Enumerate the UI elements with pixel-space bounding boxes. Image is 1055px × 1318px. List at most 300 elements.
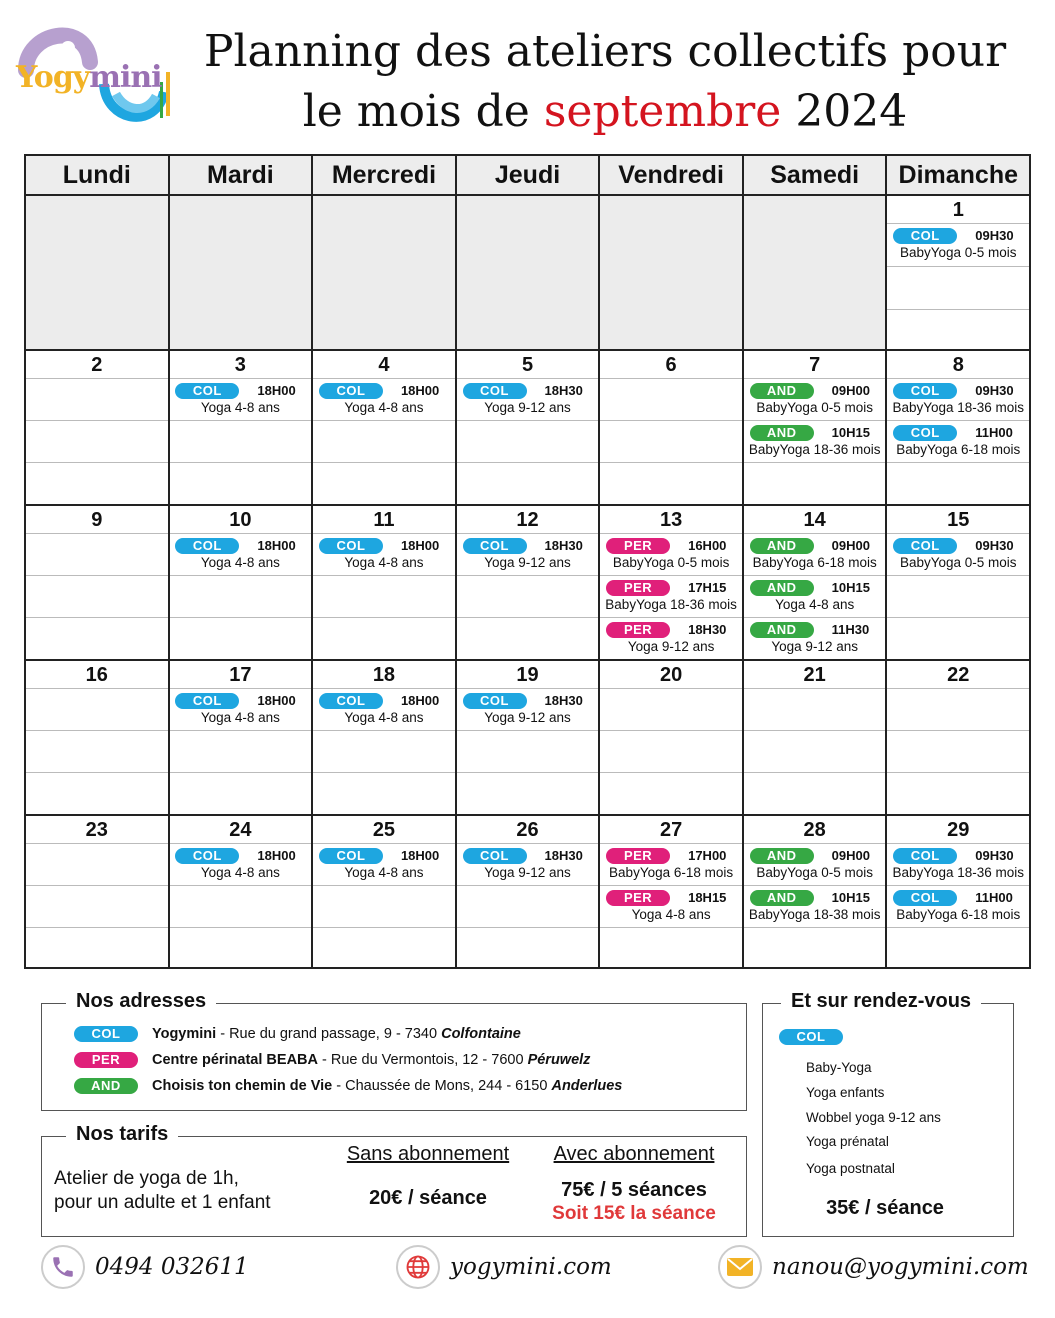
day-number: 22 <box>887 661 1029 689</box>
event-time: 10H15 <box>831 425 870 440</box>
day-number: 26 <box>457 816 599 844</box>
location-tag-col: COL <box>319 538 383 554</box>
globe-icon <box>396 1245 440 1289</box>
time-slot <box>26 618 168 660</box>
event-time: 18H30 <box>544 383 583 398</box>
contact-email[interactable] <box>718 1245 1029 1289</box>
calendar-day-13 <box>600 506 744 659</box>
workshop-event <box>600 576 742 618</box>
rdv-item: Wobbel yoga 9-12 ans <box>806 1110 941 1125</box>
day-number: 8 <box>887 351 1029 379</box>
addresses-box <box>41 990 747 1111</box>
day-number: 5 <box>457 351 599 379</box>
time-slot <box>313 928 455 970</box>
time-slot <box>744 773 886 815</box>
calendar-day-10 <box>170 506 314 659</box>
logo-wordmark: Yogymini <box>16 60 162 95</box>
location-tag-per: PER <box>606 890 670 906</box>
location-tag-col: COL <box>893 425 957 441</box>
calendar-day-2 <box>26 351 170 504</box>
day-number: 16 <box>26 661 168 689</box>
event-label: Yoga 4-8 ans <box>200 710 280 725</box>
calendar-day-11 <box>313 506 457 659</box>
rdv-item: Baby-Yoga <box>806 1060 872 1075</box>
location-tag-col: COL <box>175 383 239 399</box>
calendar-day-14 <box>744 506 888 659</box>
workshop-event <box>313 689 455 731</box>
workshop-event <box>313 379 455 421</box>
event-time: 11H30 <box>831 622 870 637</box>
time-slot <box>26 576 168 618</box>
location-tag-and: AND <box>750 538 814 554</box>
event-label: BabyYoga 6-18 mois <box>896 907 1021 922</box>
calendar-empty-cell <box>313 196 457 349</box>
calendar-day-25 <box>313 816 457 967</box>
location-tag-per: PER <box>606 622 670 638</box>
calendar-day-28 <box>744 816 888 967</box>
time-slot <box>457 773 599 815</box>
rdv-item: Yoga enfants <box>806 1085 885 1100</box>
calendar-day-19 <box>457 661 601 814</box>
calendar-day-5 <box>457 351 601 504</box>
address-tag: PER <box>74 1052 138 1068</box>
event-label: Yoga 4-8 ans <box>775 597 855 612</box>
event-label: BabyYoga 0-5 mois <box>612 555 730 570</box>
address-street: - Rue du grand passage, 9 - 7340 <box>216 1026 442 1042</box>
day-number: 9 <box>26 506 168 534</box>
event-time: 10H15 <box>831 890 870 905</box>
event-label: BabyYoga 0-5 mois <box>899 245 1017 260</box>
time-slot <box>457 421 599 463</box>
calendar-day-23 <box>26 816 170 967</box>
calendar-day-29 <box>887 816 1029 967</box>
tarif-col1-heading: Sans abonnement <box>346 1143 510 1165</box>
workshop-event <box>457 379 599 421</box>
time-slot <box>887 267 1029 310</box>
event-label: BabyYoga 18-36 mois <box>892 865 1025 880</box>
website-text: yogymini.com <box>450 1254 612 1280</box>
time-slot <box>170 421 312 463</box>
event-label: Yoga 9-12 ans <box>484 400 571 415</box>
time-slot <box>600 773 742 815</box>
workshop-event <box>887 886 1029 928</box>
weekday-header-jeudi: Jeudi <box>457 156 601 194</box>
rdv-tag-pill: COL <box>779 1029 843 1045</box>
event-label: BabyYoga 6-18 mois <box>752 555 877 570</box>
location-tag-col: COL <box>175 848 239 864</box>
event-time: 18H00 <box>257 693 296 708</box>
time-slot <box>744 928 886 970</box>
workshop-event <box>600 618 742 660</box>
weekday-header-vendredi: Vendredi <box>600 156 744 194</box>
workshop-event <box>313 844 455 886</box>
time-slot <box>313 886 455 928</box>
time-slot <box>26 844 168 886</box>
workshop-event <box>744 576 886 618</box>
tarif-col2-price: 75€ / 5 séances <box>561 1179 707 1201</box>
time-slot <box>457 886 599 928</box>
day-number: 7 <box>744 351 886 379</box>
event-label: BabyYoga 0-5 mois <box>756 400 873 415</box>
event-time: 11H00 <box>975 425 1013 440</box>
calendar-day-24 <box>170 816 314 967</box>
time-slot <box>26 928 168 970</box>
calendar-day-9 <box>26 506 170 659</box>
calendar-empty-cell <box>457 196 601 349</box>
location-tag-and: AND <box>750 383 814 399</box>
workshop-event <box>887 421 1029 463</box>
time-slot <box>600 463 742 505</box>
tarifs-description <box>54 1167 271 1215</box>
event-label: Yoga 4-8 ans <box>200 865 280 880</box>
address-city: Péruwelz <box>527 1052 591 1068</box>
time-slot <box>26 689 168 731</box>
time-slot <box>313 731 455 773</box>
day-number: 27 <box>600 816 742 844</box>
calendar-week-row <box>26 196 1029 351</box>
workshop-event <box>600 844 742 886</box>
address-city: Anderlues <box>551 1078 623 1094</box>
location-tag-col: COL <box>175 693 239 709</box>
time-slot <box>600 421 742 463</box>
calendar-day-16 <box>26 661 170 814</box>
weekday-header-row <box>26 156 1029 196</box>
location-tag-and: AND <box>750 890 814 906</box>
address-name: Choisis ton chemin de Vie <box>152 1078 333 1094</box>
event-label: Yoga 9-12 ans <box>484 555 571 570</box>
day-number: 11 <box>313 506 455 534</box>
workshop-event <box>744 421 886 463</box>
day-number: 1 <box>887 196 1029 224</box>
workshop-event <box>170 689 312 731</box>
tarifs-desc-line-2: pour un adulte et 1 enfant <box>54 1192 271 1213</box>
location-tag-col: COL <box>463 693 527 709</box>
address-street: - Rue du Vermontois, 12 - 7600 <box>317 1052 528 1068</box>
event-label: BabyYoga 18-36 mois <box>892 400 1025 415</box>
addresses-title: Nos adresses <box>66 990 216 1013</box>
calendar-day-15 <box>887 506 1029 659</box>
title-line-1: Planning des ateliers collectifs pour <box>203 26 1007 77</box>
event-label: BabyYoga 6-18 mois <box>609 865 734 880</box>
calendar-week-row <box>26 661 1029 816</box>
time-slot <box>600 731 742 773</box>
time-slot <box>744 689 886 731</box>
event-time: 09H00 <box>831 848 870 863</box>
calendar-week-row <box>26 351 1029 506</box>
event-time: 17H15 <box>688 580 727 595</box>
event-label: BabyYoga 0-5 mois <box>899 555 1017 570</box>
event-time: 09H00 <box>831 383 870 398</box>
time-slot <box>887 463 1029 505</box>
event-label: Yoga 4-8 ans <box>344 400 424 415</box>
day-number: 25 <box>313 816 455 844</box>
time-slot <box>887 576 1029 618</box>
event-label: Yoga 9-12 ans <box>484 865 571 880</box>
rdv-box <box>762 990 1014 1237</box>
rdv-item: Yoga postnatal <box>806 1161 895 1176</box>
address-tag: COL <box>74 1026 138 1042</box>
event-time: 18H00 <box>400 383 440 398</box>
address-street: - Chaussée de Mons, 244 - 6150 <box>332 1078 552 1094</box>
weekday-header-lundi: Lundi <box>26 156 170 194</box>
weekday-header-samedi: Samedi <box>744 156 888 194</box>
event-time: 18H00 <box>257 848 296 863</box>
tarif-col2-subtext: Soit 15€ la séance <box>552 1203 716 1224</box>
time-slot <box>457 731 599 773</box>
address-row-and <box>74 1078 622 1094</box>
tarif-col2-heading: Avec abonnement <box>553 1143 715 1165</box>
event-label: Yoga 9-12 ans <box>771 639 858 654</box>
workshop-event <box>887 534 1029 576</box>
rdv-title: Et sur rendez-vous <box>781 990 981 1013</box>
time-slot <box>313 576 455 618</box>
event-time: 16H00 <box>688 538 727 553</box>
tarif-col1-price: 20€ / séance <box>369 1187 487 1209</box>
event-time: 09H30 <box>975 848 1014 863</box>
time-slot <box>744 731 886 773</box>
calendar-day-12 <box>457 506 601 659</box>
location-tag-col: COL <box>893 890 957 906</box>
workshop-event <box>887 844 1029 886</box>
phone-icon <box>41 1245 85 1289</box>
day-number: 15 <box>887 506 1029 534</box>
calendar-day-21 <box>744 661 888 814</box>
title-year: 2024 <box>795 86 908 137</box>
location-tag-col: COL <box>893 848 957 864</box>
title-month: septembre <box>543 86 782 137</box>
day-number: 13 <box>600 506 742 534</box>
location-tag-col: COL <box>319 693 383 709</box>
event-time: 18H00 <box>400 848 440 863</box>
day-number: 18 <box>313 661 455 689</box>
event-label: Yoga 4-8 ans <box>200 400 280 415</box>
event-time: 09H30 <box>975 228 1014 243</box>
time-slot <box>887 689 1029 731</box>
tarifs-title: Nos tarifs <box>66 1123 178 1146</box>
day-number: 29 <box>887 816 1029 844</box>
calendar-empty-cell <box>744 196 888 349</box>
calendar-day-8 <box>887 351 1029 504</box>
time-slot <box>887 731 1029 773</box>
event-label: BabyYoga 18-38 mois <box>748 907 881 922</box>
weekday-header-mardi: Mardi <box>170 156 314 194</box>
tarifs-box <box>41 1123 747 1237</box>
day-number: 10 <box>170 506 312 534</box>
day-number: 4 <box>313 351 455 379</box>
event-time: 18H30 <box>544 538 583 553</box>
day-number: 17 <box>170 661 312 689</box>
time-slot <box>600 928 742 970</box>
calendar-day-17 <box>170 661 314 814</box>
location-tag-col: COL <box>319 383 383 399</box>
workshop-event <box>744 534 886 576</box>
calendar-day-1 <box>887 196 1029 349</box>
time-slot <box>313 773 455 815</box>
event-time: 10H15 <box>831 580 870 595</box>
event-label: Yoga 4-8 ans <box>344 555 424 570</box>
time-slot <box>26 773 168 815</box>
workshop-event <box>744 379 886 421</box>
time-slot <box>887 773 1029 815</box>
event-label: Yoga 9-12 ans <box>484 710 571 725</box>
time-slot <box>887 310 1029 353</box>
location-tag-col: COL <box>463 383 527 399</box>
email-icon <box>718 1245 762 1289</box>
workshop-event <box>744 618 886 660</box>
calendar-day-3 <box>170 351 314 504</box>
event-time: 09H30 <box>975 383 1014 398</box>
location-tag-col: COL <box>463 848 527 864</box>
workshop-event <box>313 534 455 576</box>
time-slot <box>887 618 1029 660</box>
event-time: 11H00 <box>975 890 1013 905</box>
event-label: BabyYoga 6-18 mois <box>896 442 1021 457</box>
location-tag-col: COL <box>319 848 383 864</box>
time-slot <box>26 463 168 505</box>
workshop-event <box>457 689 599 731</box>
location-tag-col: COL <box>893 228 957 244</box>
day-number: 20 <box>600 661 742 689</box>
time-slot <box>26 886 168 928</box>
workshop-event <box>457 534 599 576</box>
event-label: Yoga 4-8 ans <box>344 865 424 880</box>
event-time: 18H30 <box>544 693 583 708</box>
rdv-price: 35€ / séance <box>826 1197 944 1219</box>
day-number: 3 <box>170 351 312 379</box>
calendar-day-27 <box>600 816 744 967</box>
workshop-event <box>887 224 1029 267</box>
address-name: Yogymini <box>152 1026 217 1042</box>
page-title <box>190 22 1020 142</box>
day-number: 14 <box>744 506 886 534</box>
day-number: 12 <box>457 506 599 534</box>
calendar-empty-cell <box>26 196 170 349</box>
calendar-grid <box>24 154 1031 969</box>
time-slot <box>170 731 312 773</box>
location-tag-per: PER <box>606 538 670 554</box>
location-tag-and: AND <box>750 622 814 638</box>
event-time: 09H30 <box>975 538 1014 553</box>
workshop-event <box>744 844 886 886</box>
time-slot <box>170 773 312 815</box>
location-tag-and: AND <box>750 580 814 596</box>
time-slot <box>600 689 742 731</box>
location-tag-col: COL <box>463 538 527 554</box>
event-label: BabyYoga 0-5 mois <box>756 865 873 880</box>
address-row-per <box>74 1052 590 1068</box>
calendar-day-7 <box>744 351 888 504</box>
workshop-event <box>457 844 599 886</box>
day-number: 21 <box>744 661 886 689</box>
day-number: 23 <box>26 816 168 844</box>
time-slot <box>26 379 168 421</box>
event-label: Yoga 4-8 ans <box>200 555 280 570</box>
event-time: 18H00 <box>400 538 440 553</box>
rdv-item: Yoga prénatal <box>806 1134 889 1149</box>
time-slot <box>26 534 168 576</box>
time-slot <box>170 463 312 505</box>
time-slot <box>457 463 599 505</box>
location-tag-and: AND <box>750 848 814 864</box>
calendar-week-row <box>26 506 1029 661</box>
event-time: 18H30 <box>544 848 583 863</box>
calendar-day-22 <box>887 661 1029 814</box>
calendar-day-26 <box>457 816 601 967</box>
event-label: BabyYoga 18-36 mois <box>748 442 881 457</box>
location-tag-col: COL <box>175 538 239 554</box>
workshop-event <box>887 379 1029 421</box>
weekday-header-mercredi: Mercredi <box>313 156 457 194</box>
contact-phone[interactable] <box>41 1245 249 1289</box>
calendar-day-18 <box>313 661 457 814</box>
workshop-event <box>170 379 312 421</box>
location-tag-col: COL <box>893 538 957 554</box>
time-slot <box>313 421 455 463</box>
time-slot <box>170 618 312 660</box>
tarifs-desc-line-1: Atelier de yoga de 1h, <box>54 1168 239 1189</box>
time-slot <box>170 886 312 928</box>
event-time: 09H00 <box>831 538 870 553</box>
workshop-event <box>170 844 312 886</box>
workshop-event <box>744 886 886 928</box>
location-tag-per: PER <box>606 580 670 596</box>
time-slot <box>313 463 455 505</box>
time-slot <box>457 928 599 970</box>
event-label: Yoga 9-12 ans <box>627 639 715 654</box>
event-time: 18H00 <box>400 693 440 708</box>
time-slot <box>170 928 312 970</box>
time-slot <box>26 731 168 773</box>
email-text: nanou@yogymini.com <box>772 1254 1029 1280</box>
event-time: 18H30 <box>688 622 727 637</box>
day-number: 2 <box>26 351 168 379</box>
logo <box>16 22 176 138</box>
event-time: 18H00 <box>257 538 296 553</box>
workshop-event <box>600 886 742 928</box>
time-slot <box>313 618 455 660</box>
address-tag: AND <box>74 1078 138 1094</box>
workshop-event <box>600 534 742 576</box>
calendar-day-20 <box>600 661 744 814</box>
time-slot <box>457 576 599 618</box>
event-time: 17H00 <box>688 848 727 863</box>
calendar-day-4 <box>313 351 457 504</box>
time-slot <box>744 463 886 505</box>
location-tag-per: PER <box>606 848 670 864</box>
calendar-week-row <box>26 816 1029 967</box>
time-slot <box>600 379 742 421</box>
phone-text: 0494 032611 <box>95 1254 249 1280</box>
address-row-col <box>74 1026 521 1042</box>
time-slot <box>170 576 312 618</box>
time-slot <box>26 421 168 463</box>
workshop-event <box>170 534 312 576</box>
address-city: Colfontaine <box>441 1026 521 1042</box>
location-tag-and: AND <box>750 425 814 441</box>
calendar-day-6 <box>600 351 744 504</box>
location-tag-col: COL <box>893 383 957 399</box>
event-label: BabyYoga 18-36 mois <box>605 597 737 612</box>
event-label: Yoga 4-8 ans <box>344 710 424 725</box>
contact-website[interactable] <box>396 1245 612 1289</box>
event-time: 18H15 <box>688 890 727 905</box>
event-time: 18H00 <box>257 383 296 398</box>
day-number: 24 <box>170 816 312 844</box>
event-label: Yoga 4-8 ans <box>631 907 711 922</box>
calendar-empty-cell <box>170 196 314 349</box>
calendar-empty-cell <box>600 196 744 349</box>
time-slot <box>887 928 1029 970</box>
